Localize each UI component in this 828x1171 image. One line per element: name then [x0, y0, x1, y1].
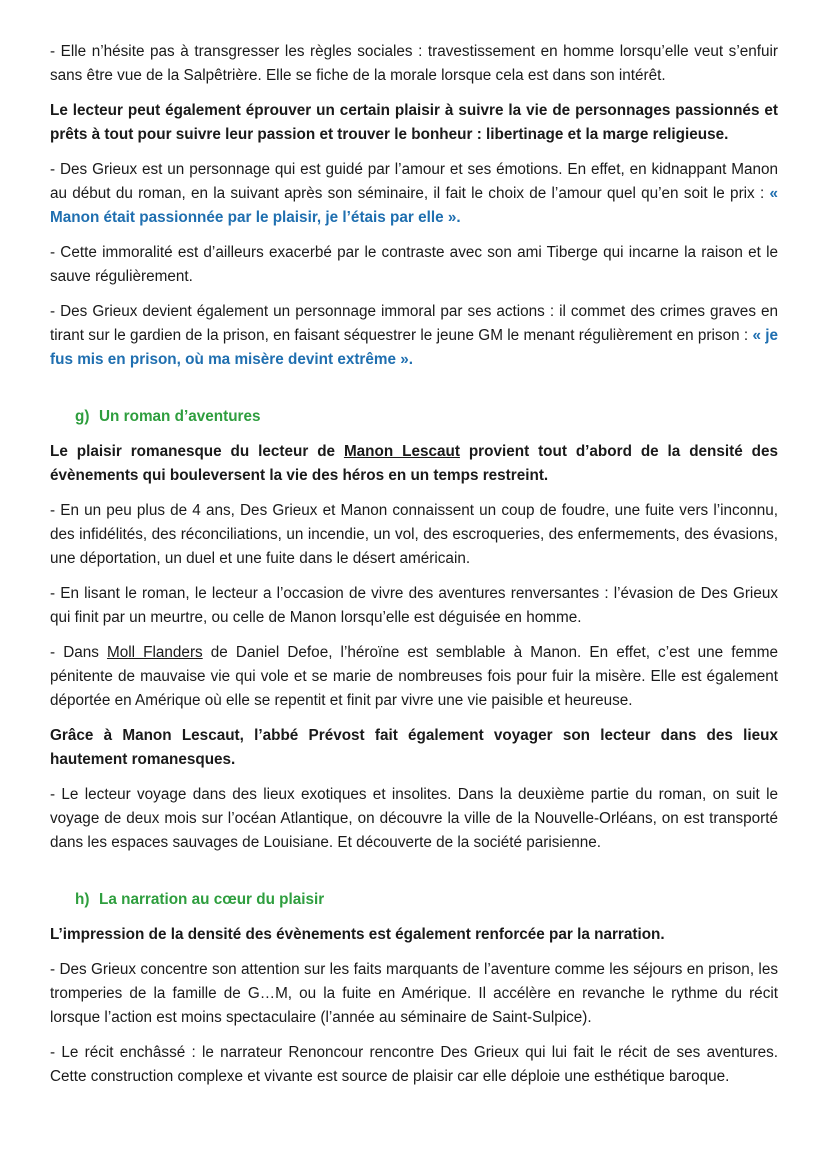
paragraph-text: - Des Grieux devient également un personnage immoral par ses actions : il commet des crimes graves en tirant sur le gardien de la prison, en faisant séquestrer le jeune GM le menant régulièrement en prison : — [50, 303, 778, 344]
paragraph-g-voyage-intro: Grâce à Manon Lescaut, l’abbé Prévost fait également voyager son lecteur dans des lieux hautement romanesques. — [50, 727, 778, 768]
book-title-moll-flanders: Moll Flanders — [107, 644, 203, 661]
book-title-manon-lescaut: Manon Lescaut — [343, 443, 460, 460]
paragraph-g-events: - En un peu plus de 4 ans, Des Grieux et Manon connaissent un coup de foudre, une fuite vers l’inconnu, des infidélités, des réconciliations, un incendie, un vol, des escroqueries, des enfermements, des évasions, une déportation, un duel et une fuite dans le désert américain. — [50, 502, 778, 567]
section-title: Un roman d’aventures — [99, 408, 261, 425]
paragraph-des-grieux-amour — [50, 158, 778, 230]
paragraph-g-aventures: - En lisant le roman, le lecteur a l’occasion de vivre des aventures renversantes : l’évasion de Des Grieux qui finit par un meurtre, ou celle de Manon lorsqu’elle est déguisée en homme. — [50, 585, 778, 626]
paragraph-h-faits: - Des Grieux concentre son attention sur les faits marquants de l’aventure comme les séjours en prison, les tromperies de la famille de G…M, ou la fuite en Amérique. Il accélère en revanche le rythme du récit lorsque l’action est moins spectaculaire (l’année au séminaire de Saint-Sulpice). — [50, 961, 778, 1026]
paragraph-text: de Daniel Defoe, l’héroïne est semblable à Manon. En effet, c’est une femme pénitente de mauvaise vie qui vole et se marie de nombreuses fois pour fuir la misère. Elle est également déportée en Amérique où elle se repentit et finit par vivre une vie paisible et heureuse. — [50, 644, 778, 709]
quote-manon-passionnee: « Manon était passionnée par le plaisir, je l’étais par elle ». — [50, 185, 778, 226]
paragraph-g-intro — [50, 440, 778, 488]
paragraph-h-recit-enchasse: - Le récit enchâssé : le narrateur Renoncour rencontre Des Grieux qui lui fait le récit de ses aventures. Cette construction complexe et vivante est source de plaisir car elle déploie une esthétique baroque. — [50, 1044, 778, 1085]
document-page — [50, 40, 778, 1100]
paragraph-plaisir-personnages: Le lecteur peut également éprouver un certain plaisir à suivre la vie de personnages passionnés et prêts à tout pour suivre leur passion et trouver le bonheur : libertinage et la marge religieuse. — [50, 102, 778, 143]
section-letter: g) — [75, 408, 90, 425]
paragraph-h-intro: L’impression de la densité des évènements est également renforcée par la narration. — [50, 926, 665, 943]
paragraph-text: - Dans — [50, 644, 108, 661]
section-heading-h — [75, 888, 778, 912]
paragraph-tiberge: - Cette immoralité est d’ailleurs exacerbé par le contraste avec son ami Tiberge qui incarne la raison et le sauve régulièrement. — [50, 244, 778, 285]
paragraph-text: - Des Grieux est un personnage qui est guidé par l’amour et ses émotions. En effet, en kidnappant Manon au début du roman, en la suivant après son séminaire, il fait le choix de l’amour quel qu’en soit le prix : — [50, 161, 778, 202]
section-heading-g — [75, 405, 778, 429]
paragraph-salpetriere: - Elle n’hésite pas à transgresser les règles sociales : travestissement en homme lorsqu’elle veut s’enfuir sans être vue de la Salpêtrière. Elle se fiche de la morale lorsque cela est dans son intérêt. — [50, 43, 778, 84]
paragraph-g-moll-flanders — [50, 641, 778, 713]
section-title: La narration au cœur du plaisir — [99, 891, 325, 908]
quote-prison: « je fus mis en prison, où ma misère devint extrême ». — [50, 327, 779, 368]
intro-text: provient tout d’abord de la densité des évènements qui bouleversent la vie des héros en un temps restreint. — [50, 443, 779, 484]
intro-text: Le plaisir romanesque du lecteur de — [50, 443, 344, 460]
section-letter: h) — [75, 891, 90, 908]
paragraph-des-grieux-immoral — [50, 300, 778, 372]
paragraph-g-lieux: - Le lecteur voyage dans des lieux exotiques et insolites. Dans la deuxième partie du roman, on suit le voyage de deux mois sur l’océan Atlantique, on découvre la ville de la Nouvelle-Orléans, on est transporté dans les espaces sauvages de Louisiane. Et découverte de la société parisienne. — [50, 786, 778, 851]
